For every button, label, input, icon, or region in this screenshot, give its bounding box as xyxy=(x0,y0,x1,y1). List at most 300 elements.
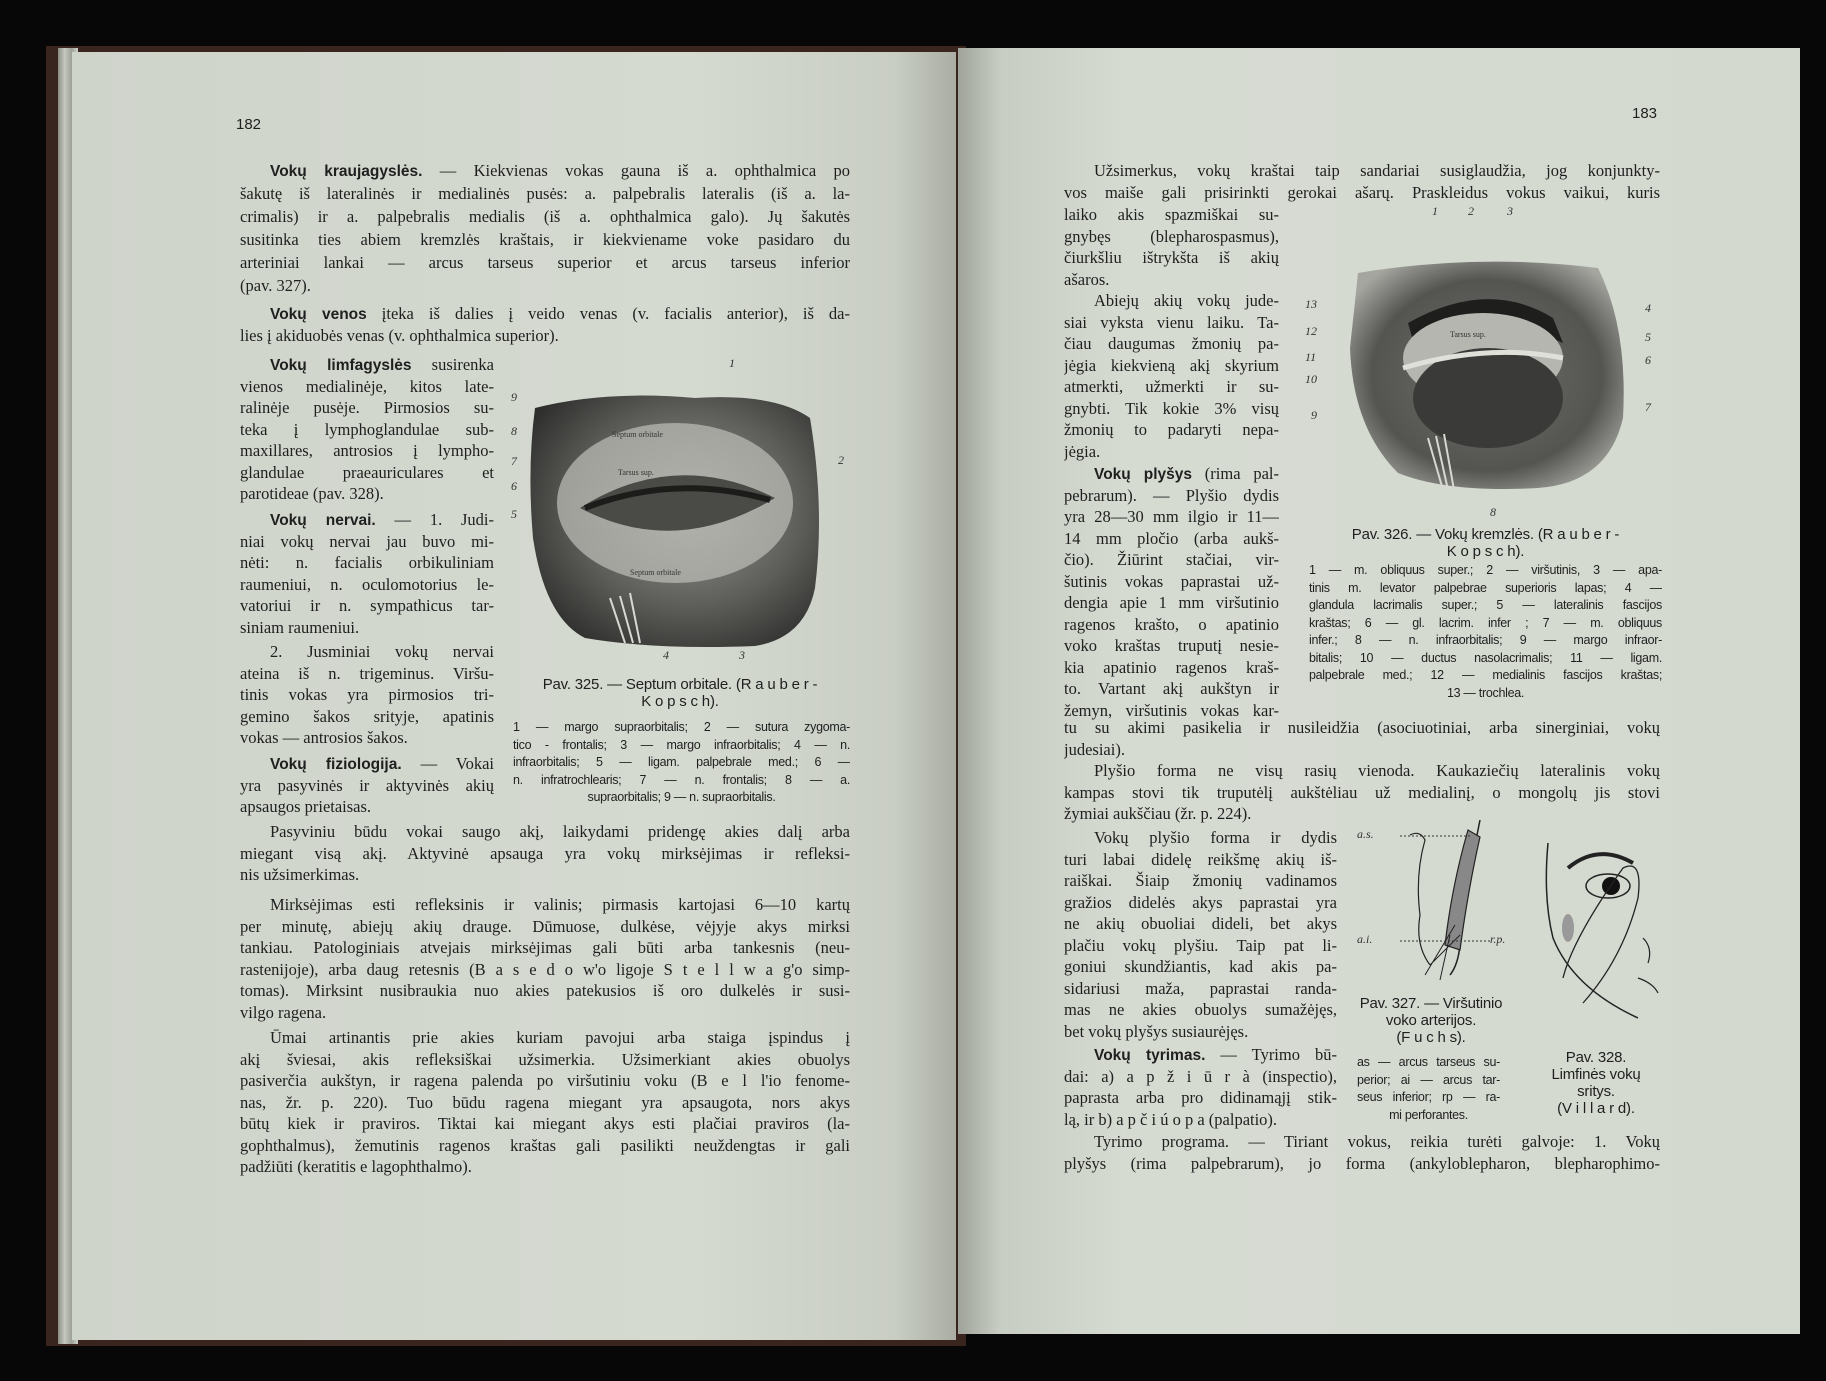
line-text: gophthalmus), žemutinis ragenos kraštas gali pasilikti neuždengtas ir gali xyxy=(240,1135,850,1155)
text-line xyxy=(240,916,850,938)
text-line xyxy=(240,531,494,553)
text-line xyxy=(1309,543,1662,560)
text-line xyxy=(1531,1083,1661,1100)
line-text: vilgo ragena. xyxy=(240,1002,327,1022)
line-text: n. infratrochlearis; 7 — n. frontalis; 8 — a. xyxy=(513,772,850,787)
figure-label: 9 xyxy=(1311,408,1317,422)
text-line xyxy=(240,228,850,251)
text-line xyxy=(1064,1021,1337,1043)
text-line xyxy=(1064,398,1279,420)
text-line xyxy=(1064,506,1279,528)
figure-inner-label: Tarsus sup. xyxy=(1450,330,1486,339)
text-line xyxy=(1064,463,1279,485)
line-text: ašaros. xyxy=(1064,269,1110,289)
line-text: goniui skundžiantis, kad akis pa- xyxy=(1064,957,1337,976)
text-line xyxy=(240,727,494,749)
line-text: paprasta arba pro didinamąjį stik- xyxy=(1064,1088,1337,1107)
line-text: mi perforantes. xyxy=(1389,1107,1468,1122)
line-text: bet vokų plyšys susiaurėjęs. xyxy=(1064,1021,1249,1041)
line-text: sritys. xyxy=(1577,1083,1615,1100)
line-text: sidariusi maža, paprastai randa- xyxy=(1064,978,1337,998)
text-line xyxy=(240,706,494,728)
line-text: Pav. 328. xyxy=(1565,1049,1627,1066)
page-number: 182 xyxy=(236,116,262,133)
text-line xyxy=(1064,312,1279,334)
text-line xyxy=(240,509,494,531)
text-line xyxy=(1064,913,1337,935)
text-line xyxy=(1064,892,1337,914)
paragraph-blood-vessels xyxy=(240,159,850,297)
line-text: (rima pal- xyxy=(1192,464,1279,483)
figure-325-legend xyxy=(513,719,850,807)
figure-327-legend xyxy=(1357,1054,1500,1124)
line-text: ne akių obuoliai dideli, bet akys xyxy=(1064,914,1337,933)
text-line xyxy=(1064,999,1337,1021)
figure-label: 8 xyxy=(1490,505,1496,519)
text-line xyxy=(240,1027,850,1049)
line-text: čiau daugumas žmonių pa- xyxy=(1064,334,1279,353)
line-text: plačiu vokų plyšiu. Taip pat li- xyxy=(1064,935,1337,955)
figure-label: 5 xyxy=(511,507,517,521)
line-text: pebrarum). — Plyšio dydis xyxy=(1064,485,1279,505)
line-text: crimalis) ir a. palpebralis medialis (iš a. ophthalmica galo). Jų šakutės xyxy=(240,207,850,226)
line-text: susitinka ties abiem kremzlės kraštais, ir kiekviename voke pasidaro du xyxy=(240,230,850,249)
text-line xyxy=(240,796,494,818)
text-line xyxy=(240,980,850,1002)
text-line xyxy=(1064,592,1279,614)
line-text: Limfinės vokų xyxy=(1551,1066,1641,1083)
text-line xyxy=(1064,657,1279,679)
text-line xyxy=(240,419,494,441)
figure-label: 1 xyxy=(1432,204,1438,218)
line-text: atmerkti, užmerkti ir su- xyxy=(1064,377,1279,396)
line-text: glandulae praeauriculares et xyxy=(240,462,494,482)
line-text: čiurkšliu ištrykšta iš akių xyxy=(1064,248,1279,267)
line-text: Tyrimo programa. — Tiriant vokus, reikia turėti galvoje: 1. Vokų xyxy=(1094,1132,1660,1151)
text-line xyxy=(1064,441,1279,463)
figure-328-lymphatic-areas xyxy=(1543,838,1668,1023)
text-line xyxy=(1064,635,1279,657)
line-text: lą, ir b) a p č i ú o p a (palpatio). xyxy=(1064,1109,1278,1129)
text-line xyxy=(1064,528,1279,550)
line-text: voko arterijos. xyxy=(1385,1012,1477,1029)
line-text: Ūmai artinantis prie akies kuriam pavojui arba staiga įspindus į xyxy=(270,1028,850,1047)
figure-label: 3 xyxy=(1507,204,1513,218)
text-line xyxy=(1309,685,1662,703)
line-text: Pav. 325. — Septum orbitale. (R a u b e r - xyxy=(542,676,818,693)
line-text: yra 28—30 mm ilgio ir 11— xyxy=(1064,507,1279,526)
text-line xyxy=(1531,1049,1661,1066)
figure-inner-label: Septum orbitale xyxy=(630,568,681,577)
text-line xyxy=(1064,247,1279,269)
figure-label: 3 xyxy=(739,648,745,662)
line-text: siniam raumeniui. xyxy=(240,617,360,637)
line-text: Plyšio forma ne visų rasių vienoda. Kaukaziečių lateralinis vokų xyxy=(1094,761,1660,780)
line-text: dengia apie 1 mm viršutinio xyxy=(1064,593,1279,612)
line-text: kia apatinio ragenos kraš- xyxy=(1064,657,1279,677)
text-line xyxy=(513,737,850,755)
text-line xyxy=(1309,650,1662,668)
line-text: kraštas; 6 — gl. lacrim. infer ; 7 — m. obliquus xyxy=(1309,615,1662,630)
figure-326-eyelid-cartilage xyxy=(1338,248,1634,493)
text-line xyxy=(1064,269,1279,291)
line-text: pasiverčia aukštyn, ir ragena palenda po viršutiniu voku (B e l l'io fenome- xyxy=(240,1071,850,1090)
text-line xyxy=(240,937,850,959)
line-text: Pav. 326. — Vokų kremzlės. (R a u b e r - xyxy=(1351,526,1620,543)
paragraph-fissure-shape xyxy=(1064,760,1660,825)
line-text: tinis m. levator palpebrae superioris lapas; 4 — xyxy=(1309,580,1662,595)
text-line xyxy=(1064,1109,1337,1131)
line-text: susirenka xyxy=(411,355,494,374)
text-line xyxy=(1064,849,1337,871)
text-line xyxy=(1309,597,1662,615)
text-line xyxy=(513,789,850,807)
text-line xyxy=(1064,614,1279,636)
text-line xyxy=(510,693,850,710)
line-text: to. Vartant akį aukštyn ir xyxy=(1064,679,1279,698)
line-text: perior; ai — arcus tar- xyxy=(1357,1072,1500,1087)
paragraph-closing-eyes xyxy=(1064,160,1660,203)
line-text: jėgia. xyxy=(1064,441,1101,461)
text-line xyxy=(1064,782,1660,804)
figure-327-eyelid-arteries xyxy=(1380,815,1500,995)
text-line xyxy=(240,1113,850,1135)
paragraph-nerves xyxy=(240,509,494,638)
line-text: siai vyksta vienu laiku. Ta- xyxy=(1064,312,1279,332)
text-line xyxy=(1064,678,1279,700)
text-line xyxy=(1064,333,1279,355)
text-line xyxy=(240,1135,850,1157)
line-text: žmonių to padaryti nepa- xyxy=(1064,420,1279,439)
text-line xyxy=(1531,1100,1661,1117)
paragraph-passive xyxy=(240,821,850,886)
line-text: K o p s c h). xyxy=(1446,543,1525,560)
paragraph-palpebral-fissure xyxy=(1064,463,1279,721)
text-line xyxy=(240,159,850,182)
line-text: akį šviesai, akis refleksiškai užsimerkia. Užsimerkiant akies obuolys xyxy=(240,1049,850,1069)
text-line xyxy=(240,483,494,505)
text-line xyxy=(240,617,494,639)
line-text: rastenijoje), arba daug retesnis (B a s e d o w'o ligoje S t e l l w a g'o simp- xyxy=(240,959,850,979)
text-line xyxy=(240,1049,850,1071)
text-line xyxy=(1064,739,1660,761)
text-line xyxy=(240,1002,850,1024)
line-text: — Vokai xyxy=(401,754,494,773)
figure-label: a.i. xyxy=(1357,932,1373,946)
line-text: — 1. Judi- xyxy=(375,510,494,529)
line-text: šakutę iš lateralinės ir medialinės pusės: a. palpebralis lateralis (iš a. la- xyxy=(240,184,850,203)
paragraph-reflex xyxy=(240,1027,850,1178)
figure-label: 2 xyxy=(838,453,844,467)
line-text: 1 — m. obliquus super.; 2 — viršutinis, 3 — apa- xyxy=(1309,563,1662,577)
figure-label: 4 xyxy=(663,648,669,662)
paragraph-heading: Vokų fiziologija. xyxy=(270,756,402,773)
text-line xyxy=(1064,717,1660,739)
line-text: žemyn, viršutinis vokas kar- xyxy=(1064,700,1279,720)
paragraph-heading: Vokų limfagyslės xyxy=(270,357,412,374)
line-text: ragenos krašto, o apatinio xyxy=(1064,614,1279,634)
line-text: tico - frontalis; 3 — margo infraorbitalis; 4 — n. xyxy=(513,737,850,752)
line-text: (pav. 327). xyxy=(240,276,311,295)
text-line xyxy=(1357,1029,1505,1046)
text-line xyxy=(1064,204,1279,226)
line-text: K o p s c h). xyxy=(641,693,719,710)
text-line xyxy=(240,894,850,916)
figure-inner-label: Septum orbitale xyxy=(612,430,663,439)
figure-label: r.p. xyxy=(1490,932,1506,946)
text-line xyxy=(1309,615,1662,633)
line-text: vos maiše gali prisirinkti gerokai ašarų. Praskleidus vokus vaikui, kuris xyxy=(1064,182,1660,202)
text-line xyxy=(1064,827,1337,849)
figure-326-caption xyxy=(1309,526,1662,560)
line-text: miegant visą akį. Aktyvinė apsauga yra vokų mirksėjimas ir refleksi- xyxy=(240,843,850,863)
paragraph-palpebral-fissure-cont xyxy=(1064,717,1660,760)
text-line xyxy=(1357,1012,1505,1029)
line-text: tu su akimi pasikelia ir nusileidžia (asociuotiniai, arba sinerginiai, vokų xyxy=(1064,718,1660,737)
line-text: lies į akiduobės venas (v. ophthalmica superior). xyxy=(240,325,559,345)
line-text: — Kiekvienas vokas gauna iš a. ophthalmica po xyxy=(422,161,850,180)
text-line xyxy=(1064,1066,1337,1088)
line-text: būtų kiek ir praviros. Tiktai kai miegant akys esti plačiai praviros (la- xyxy=(240,1114,850,1133)
line-text: raiškai. Šiaip žmonių vadinamos xyxy=(1064,871,1337,890)
text-line xyxy=(240,462,494,484)
text-line xyxy=(1309,632,1662,650)
line-text: infer.; 8 — n. infraorbitalis; 9 — margo infraor- xyxy=(1309,633,1662,647)
line-text: voko kraštas truputį nesie- xyxy=(1064,636,1279,655)
figure-label: 6 xyxy=(511,479,517,493)
line-text: palpebrale med.; 12 — medialinis fascijos kraštas; xyxy=(1309,668,1662,682)
text-line xyxy=(1357,1089,1500,1107)
line-text: parotideae (pav. 328). xyxy=(240,484,384,503)
text-line xyxy=(1064,160,1660,182)
text-line xyxy=(1064,956,1337,978)
paragraph-physiology xyxy=(240,753,494,818)
line-text: Pasyviniu būdu vokai saugo akį, laikydami pridengę akies dalį arba xyxy=(270,822,850,841)
text-line xyxy=(1309,580,1662,598)
line-text: dai: a) a p ž i ū r à (inspectio), xyxy=(1064,1066,1337,1086)
text-line xyxy=(240,821,850,843)
paragraph-heading: Vokų plyšys xyxy=(1094,466,1192,483)
line-text: (F u c h s). xyxy=(1396,1029,1466,1046)
text-line xyxy=(240,1156,850,1178)
figure-label: 1 xyxy=(729,356,735,370)
text-line xyxy=(240,775,494,797)
figure-inner-label: Tarsus sup. xyxy=(618,468,654,477)
line-text: vatoriui ir n. sympathicus tar- xyxy=(240,596,494,615)
line-text: as — arcus tarseus su- xyxy=(1357,1055,1500,1069)
figure-label: 2 xyxy=(1468,204,1474,218)
line-text: Vokų plyšio forma ir dydis xyxy=(1094,828,1337,847)
text-line xyxy=(240,753,494,775)
text-line xyxy=(240,1070,850,1092)
line-text: 2. Jusminiai vokų nervai xyxy=(270,642,494,661)
text-line xyxy=(1064,226,1279,248)
text-line xyxy=(1064,355,1279,377)
page-number: 183 xyxy=(1632,105,1658,122)
line-text: nėti: n. facialis orbikuliniam xyxy=(240,553,494,572)
figure-326-legend xyxy=(1309,562,1662,702)
paragraph-heading: Vokų venos xyxy=(270,306,367,323)
paragraph-sensory-nerves xyxy=(240,641,494,749)
text-line xyxy=(240,843,850,865)
text-line xyxy=(1357,1107,1500,1125)
text-line xyxy=(240,1092,850,1114)
figure-label: 8 xyxy=(511,424,517,438)
figure-label: 12 xyxy=(1305,324,1317,338)
text-line xyxy=(1064,1087,1337,1109)
text-line xyxy=(1064,935,1337,957)
text-line xyxy=(240,397,494,419)
line-text: Pav. 327. — Viršutinio xyxy=(1359,995,1503,1012)
paragraph-closing-eyes-cont xyxy=(1064,204,1279,290)
text-line xyxy=(1064,978,1337,1000)
figure-label: a.s. xyxy=(1357,827,1374,841)
line-text: glandula lacrimalis super.; 5 — lateralinis fascijos xyxy=(1309,598,1662,612)
paragraph-fissure-size xyxy=(1064,827,1337,1042)
text-line xyxy=(1064,803,1660,825)
line-text: 13 — trochlea. xyxy=(1446,685,1525,700)
text-line xyxy=(1064,376,1279,398)
paragraph-veins xyxy=(240,303,850,346)
line-text: (V i l l a r d). xyxy=(1557,1100,1635,1117)
figure-325-caption xyxy=(510,676,850,710)
line-text: apsaugos prietaisas. xyxy=(240,797,372,816)
line-text: jėgia kiekvieną akį skyrium xyxy=(1064,355,1279,375)
line-text: gnybti. Tik kokie 3% visų xyxy=(1064,398,1279,418)
text-line xyxy=(1064,419,1279,441)
line-text: gnybęs (blepharospasmus), xyxy=(1064,226,1279,246)
line-text: per minutę, abiejų akių drauge. Dūmuose, dulkėse, vėjyje akys mirksi xyxy=(240,916,850,936)
line-text: tomas). Mirksint nusibraukia nuo akies patekusios iš oro dulkelės ir susi- xyxy=(240,981,850,1000)
paragraph-lymph xyxy=(240,354,494,505)
figure-327-caption xyxy=(1357,995,1505,1046)
text-line xyxy=(1309,667,1662,685)
text-line xyxy=(240,354,494,376)
figure-label: 11 xyxy=(1305,350,1317,364)
line-text: mas ne akies obuolys sumažėjęs, xyxy=(1064,1000,1337,1019)
text-line xyxy=(240,325,850,347)
text-line xyxy=(1064,571,1279,593)
line-text: laiko akis spazmiškai su- xyxy=(1064,205,1279,224)
text-line xyxy=(240,182,850,205)
figure-label: 13 xyxy=(1305,297,1317,311)
text-line xyxy=(1064,485,1279,507)
line-text: vienos medialinėje, kitos late- xyxy=(240,376,494,396)
text-line xyxy=(1064,549,1279,571)
text-line xyxy=(1064,1131,1660,1153)
figure-label: 10 xyxy=(1305,372,1317,386)
paragraph-examination xyxy=(1064,1044,1337,1130)
line-text: vokas — antrosios šakos. xyxy=(240,728,408,747)
line-text: arteriniai lankai — arcus tarseus superior et arcus tarseus inferior xyxy=(240,253,850,272)
text-line xyxy=(1357,995,1505,1012)
line-text: žymiai aukščiau (žr. p. 224). xyxy=(1064,804,1252,823)
text-line xyxy=(240,684,494,706)
figure-label: 5 xyxy=(1645,330,1651,344)
line-text: padžiūti (keratitis e lagophthalmo). xyxy=(240,1157,472,1176)
text-line xyxy=(240,552,494,574)
line-text: yra pasyvinės ir aktyvinės akių xyxy=(240,775,494,795)
line-text: judesiai). xyxy=(1064,739,1125,759)
text-line xyxy=(1064,760,1660,782)
text-line xyxy=(240,251,850,274)
text-line xyxy=(240,663,494,685)
line-text: turi labai didelę reikšmę akių iš- xyxy=(1064,849,1337,869)
text-line xyxy=(240,595,494,617)
line-text: bitalis; 10 — ductus nasolacrimalis; 11 — ligam. xyxy=(1309,650,1662,665)
paragraph-heading: Vokų tyrimas. xyxy=(1094,1047,1206,1064)
text-line xyxy=(1357,1054,1500,1072)
paragraph-blinking xyxy=(240,894,850,1023)
line-text: Užsimerkus, vokų kraštai taip sandariai susiglaudžia, jog konjunkty- xyxy=(1094,161,1660,180)
text-line xyxy=(1064,290,1279,312)
figure-label: 9 xyxy=(511,390,517,404)
figure-label: 7 xyxy=(1645,400,1651,414)
line-text: maxillares, antrosios į lympho- xyxy=(240,441,494,460)
line-text: kampas stovi tik truputėlį aukštėliau už medialinį, o mongolų jis stovi xyxy=(1064,782,1660,802)
text-line xyxy=(240,274,850,297)
figure-328-caption xyxy=(1531,1049,1661,1117)
line-text: plyšys (rima palpebrarum), jo forma (ankyloblepharon, blepharophimo- xyxy=(1064,1153,1660,1173)
paragraph-eyelid-movement xyxy=(1064,290,1279,462)
line-text: supraorbitalis; 9 — n. supraorbitalis. xyxy=(587,790,776,804)
text-line xyxy=(240,303,850,325)
text-line xyxy=(1064,182,1660,204)
text-line xyxy=(1064,870,1337,892)
line-text: tankiau. Patologiniais atvejais mirksėjimas gali būti arba tankesnis (neu- xyxy=(240,938,850,957)
paragraph-heading: Vokų kraujagyslės. xyxy=(270,163,423,180)
line-text: įteka iš dalies į veido venas (v. facialis anterior), iš da- xyxy=(366,304,850,323)
text-line xyxy=(1064,1153,1660,1175)
text-line xyxy=(240,641,494,663)
text-line xyxy=(240,440,494,462)
line-text: šutinis vokas paprastai už- xyxy=(1064,571,1279,591)
figure-label: 4 xyxy=(1645,301,1651,315)
line-text: gražios didelės akys paprastai yra xyxy=(1064,892,1337,912)
text-line xyxy=(1064,1044,1337,1066)
text-line xyxy=(513,754,850,772)
text-line xyxy=(240,959,850,981)
line-text: infraorbitalis; 5 — ligam. palpebrale med.; 6 — xyxy=(513,755,850,769)
line-text: seus inferior; rp — ra- xyxy=(1357,1090,1500,1104)
paragraph-examination-program xyxy=(1064,1131,1660,1174)
line-text: raumeniui, n. oculomotorius le- xyxy=(240,574,494,594)
line-text: čio). Žiūrint stačiai, vir- xyxy=(1064,550,1279,569)
line-text: tinis vokas yra pirmosios tri- xyxy=(240,685,494,704)
line-text: Abiejų akių vokų jude- xyxy=(1094,291,1279,310)
line-text: 1 — margo supraorbitalis; 2 — sutura zygoma- xyxy=(513,720,850,734)
text-line xyxy=(240,574,494,596)
paragraph-heading: Vokų nervai. xyxy=(270,512,376,529)
text-line xyxy=(513,719,850,737)
text-line xyxy=(240,205,850,228)
text-line xyxy=(1309,526,1662,543)
figure-label: 6 xyxy=(1645,353,1651,367)
line-text: Mirksėjimas esti refleksinis ir valinis; pirmasis kartojasi 6—10 kartų xyxy=(270,895,850,914)
text-line xyxy=(240,864,850,886)
line-text: gemino šakos srityje, apatinis xyxy=(240,706,494,726)
line-text: nas, žr. p. 220). Tuo būdu ragena miegant yra apsaugota, nors akys xyxy=(240,1092,850,1112)
line-text: niai vokų nervai jau buvo mi- xyxy=(240,531,494,551)
text-line xyxy=(1357,1072,1500,1090)
figure-label: 7 xyxy=(511,454,517,468)
text-line xyxy=(1309,562,1662,580)
text-line xyxy=(240,376,494,398)
line-text: — Tyrimo bū- xyxy=(1205,1045,1337,1064)
text-line xyxy=(513,772,850,790)
figure-325-septum-orbitale xyxy=(525,388,825,653)
line-text: 14 mm pločio (arba aukš- xyxy=(1064,528,1279,548)
